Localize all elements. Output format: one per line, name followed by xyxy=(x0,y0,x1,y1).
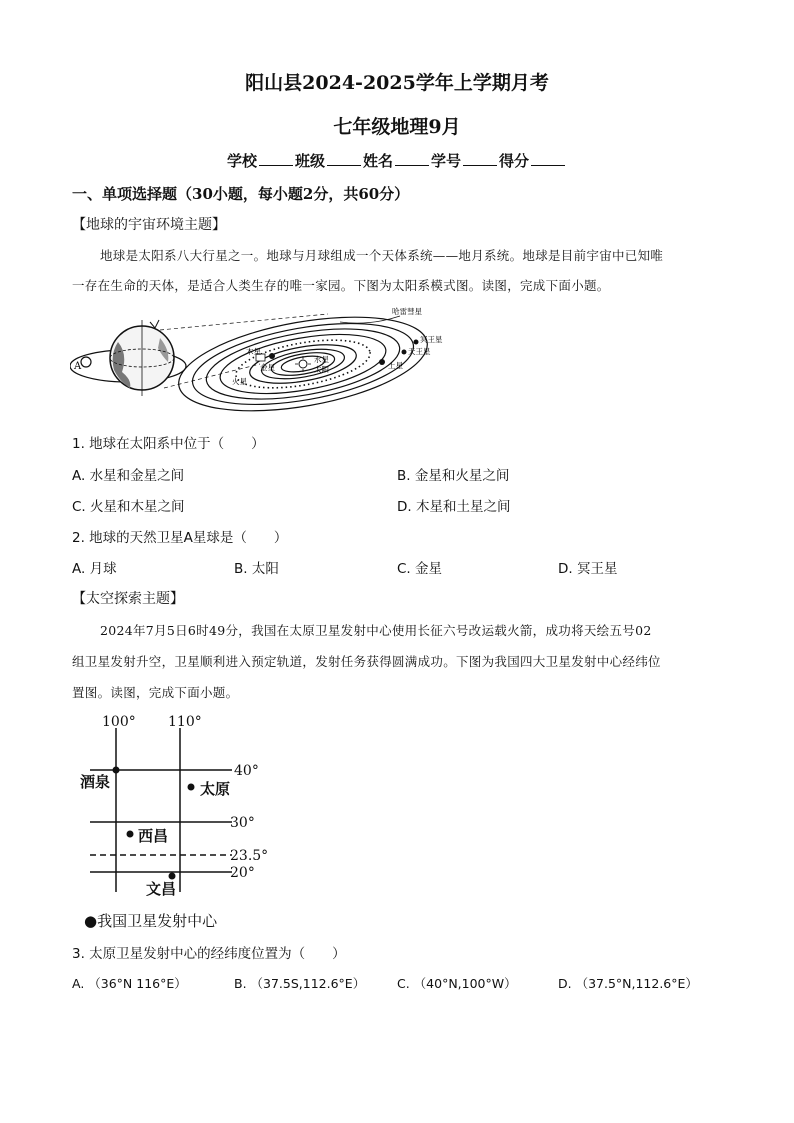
map-legend: ●我国卫星发射中心 xyxy=(84,912,218,930)
map-grid xyxy=(90,728,232,892)
label-uranus: 天王星 xyxy=(408,347,431,356)
question-2-stem: 2. 地球的天然卫星A星球是（ ） xyxy=(72,530,288,546)
question-2-option-d[interactable]: D. 冥王星 xyxy=(558,561,618,577)
label-saturn: 土星 xyxy=(388,361,403,370)
field-name: 姓名 xyxy=(362,152,393,170)
solar-system-figure xyxy=(70,302,450,414)
moon-point xyxy=(81,357,91,367)
pluto-dot xyxy=(414,340,419,345)
section-title: 一、单项选择题（30小题，每小题2分，共60分） xyxy=(72,185,410,203)
topic-title: 【太空探索主题】 xyxy=(72,591,184,607)
field-school: 学校 xyxy=(226,152,257,170)
field-class: 班级 xyxy=(294,152,325,170)
blank-line xyxy=(531,153,565,166)
earth-planet-dot xyxy=(269,353,275,359)
jiuquan-marker xyxy=(113,767,120,774)
launch-center-markers xyxy=(113,767,195,880)
label-venus: 金星 xyxy=(260,363,275,372)
label-point-a: A xyxy=(74,361,82,372)
paragraph-line: 地球是太阳系八大行星之一。地球与月球组成一个天体系统——地月系统。地球是目前宇宙中已知唯 xyxy=(100,248,664,263)
label-jiuquan: 酒泉 xyxy=(80,773,111,791)
label-taiyuan: 太原 xyxy=(200,780,231,798)
saturn-dot xyxy=(379,359,385,365)
question-1-option-a[interactable]: A. 水星和金星之间 xyxy=(72,468,185,484)
exam-subtitle: 七年级地理9月 xyxy=(333,116,461,138)
question-3-option-c[interactable]: C. （40°N,100°W） xyxy=(397,976,517,991)
question-2-option-a[interactable]: A. 月球 xyxy=(72,561,117,577)
question-3-option-b[interactable]: B. （37.5S,112.6°E） xyxy=(234,976,366,991)
label-latitude-20: 20° xyxy=(230,865,255,881)
paragraph-line: 组卫星发射升空，卫星顺利进入预定轨道，发射任务获得圆满成功。下图为我国四大卫星发射中心经纬位 xyxy=(72,654,661,669)
topic-title: 【地球的宇宙环境主题】 xyxy=(72,217,226,233)
launch-centers-map xyxy=(76,712,306,934)
paragraph-line: 一存在生命的天体，是适合人类生存的唯一家园。下图为太阳系模式图。读图，完成下面小题。 xyxy=(72,278,610,293)
label-pluto: 冥王星 xyxy=(420,335,443,344)
field-student-id: 学号 xyxy=(431,152,462,170)
question-1-option-c[interactable]: C. 火星和木星之间 xyxy=(72,499,185,515)
blank-line xyxy=(395,153,429,166)
label-jupiter: 木星 xyxy=(246,347,261,356)
question-3-option-a[interactable]: A. （36°N 116°E） xyxy=(72,976,187,991)
question-1-option-b[interactable]: B. 金星和火星之间 xyxy=(397,468,510,484)
label-latitude-30: 30° xyxy=(230,815,255,831)
question-2-option-b[interactable]: B. 太阳 xyxy=(234,561,279,577)
label-longitude-100: 100° xyxy=(102,714,136,730)
paragraph-line: 2024年7月5日6时49分，我国在太原卫星发射中心使用长征六号改运载火箭，成功将天绘五号02 xyxy=(100,623,652,638)
label-longitude-110: 110° xyxy=(168,714,202,730)
question-1-option-d[interactable]: D. 木星和土星之间 xyxy=(397,499,511,515)
label-latitude-40: 40° xyxy=(234,763,259,779)
paragraph-line: 置图。读图，完成下面小题。 xyxy=(72,685,239,700)
question-3-option-d[interactable]: D. （37.5°N,112.6°E） xyxy=(558,976,698,991)
label-mars: 火星 xyxy=(232,377,247,386)
label-halley-comet: 哈雷彗星 xyxy=(392,307,422,316)
exam-title: 阳山县2024-2025学年上学期月考 xyxy=(245,72,549,94)
blank-line xyxy=(327,153,361,166)
label-xichang: 西昌 xyxy=(138,827,169,845)
label-wenchang: 文昌 xyxy=(146,880,177,898)
question-3-stem: 3. 太原卫星发射中心的经纬度位置为（ ） xyxy=(72,946,346,962)
label-mercury: 水星 xyxy=(314,355,329,364)
taiyuan-marker xyxy=(188,784,195,791)
sun-icon xyxy=(299,360,307,368)
student-info-fields xyxy=(0,150,794,171)
xichang-marker xyxy=(127,831,134,838)
label-sun: 太阳 xyxy=(314,365,329,374)
label-latitude-23-5: 23.5° xyxy=(230,848,269,864)
blank-line xyxy=(463,153,497,166)
field-score: 得分 xyxy=(499,152,530,170)
question-1-stem: 1. 地球在太阳系中位于（ ） xyxy=(72,436,265,452)
wenchang-marker xyxy=(169,873,176,880)
uranus-dot xyxy=(402,350,407,355)
blank-line xyxy=(259,153,293,166)
question-2-option-c[interactable]: C. 金星 xyxy=(397,561,443,577)
